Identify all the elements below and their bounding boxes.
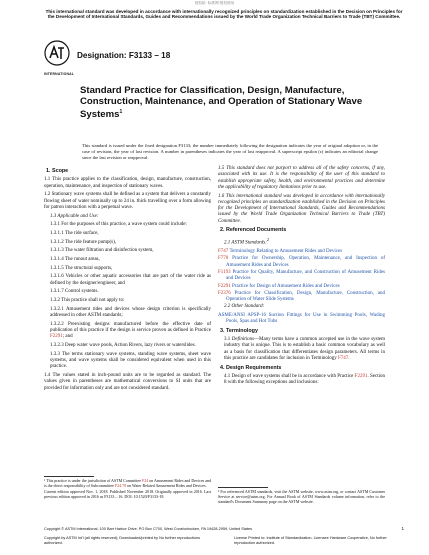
para-2-2: 2.2 Other Standard: (224, 304, 265, 310)
watermark-stamp: 授权给· 标准网·授权使用 (194, 1, 235, 5)
footnote-left (44, 479, 211, 502)
footnote-1: ¹ This practice is under the jurisdiction of ASTM Committee F24 on Amusement Rides and Devices and is the direct responsibility of Subcommittee F24.70 on Water Related Amusement Rides and Devices. (44, 478, 211, 488)
section-head-terminology: 3. Terminology (220, 327, 258, 334)
licensee-notice: License Printed to: Institute of Standardization, Licensee Hardware Cooperative, No further reproduction authorized. (234, 536, 387, 545)
para-1-4: 1.4 The values stated in inch-pound units are to be regarded as standard. The values given in parentheses are mathematical conversions to SI units that are provided for information only and are not considered standard. (44, 372, 211, 391)
para-1-3-1-6: 1.3.1.6 Vehicles or other aquatic accessories that are part of the water ride as defined by the designer/engineer, and (50, 274, 211, 286)
para-1-1: 1.1 This practice applies to the classification, design, manufacture, construction, operation, maintenance, and inspection of stationary waves. (44, 177, 211, 189)
astm-logo-icon (44, 40, 70, 66)
footnote-rule-right (218, 487, 268, 488)
reference-item[interactable]: F2376 Practice for Classification, Design, Manufacture, Construction, and Operation of Water Slide Systems (218, 290, 386, 303)
reference-item[interactable]: F747 Terminology Relating to Amusement Rides and Devices (218, 249, 343, 255)
reference-item[interactable]: F770 Practice for Ownership, Operation, Maintenance, and Inspection of Amusement Rides and Devices (218, 256, 385, 268)
standard-note: This standard is issued under the fixed designation F3133; the number immediately following the designation indicates the year of original adoption or, in the case of revision, the year of last revision. A number in parentheses indicates the year of last reapproval. A superscript epsilon (ε) indicates an editorial change since the last revision or reapproval. (82, 143, 378, 160)
left-column (44, 166, 211, 394)
para-1-3: 1.3 Applicable and Use: (50, 213, 99, 219)
ref-link-f24-70[interactable]: F24.70 (114, 482, 127, 488)
para-1-3-3: 1.3.3 The terms stationary wave systems, standing wave systems, sheet wave systems, and wave systems shall be considered equivalent when used in this practice. (50, 351, 211, 370)
para-1-3-1-4: 1.3.1.4 The runout areas, (50, 257, 100, 262)
tbt-notice: This international standard was developed in accordance with internationally recognized principles on standardization established in the Decision on Principles for the Development of International Standards, Guides and Recommendations issued by the World Trade Organization Technical Barriers to Trade (TBT) Committee. (45, 9, 403, 20)
para-2-1: 2.1 ASTM Standards:$^2$ (224, 236, 269, 246)
para-1-3-1-1: 1.3.1.1 The ride surface, (50, 230, 99, 236)
footnote-2: ² For referenced ASTM standards, visit the ASTM website, www.astm.org, or contact ASTM Customer Service at service@astm.org. For Annual Book of ASTM Standards volume information, refer to the standard's Document Summary page on the ASTM website. (218, 489, 385, 504)
para-1-3-2-3: 1.3.2.3 Deep water wave pools, Action Rivers, lazy rivers or waterslides. (50, 343, 196, 348)
section-head-referenced-documents: 2. Referenced Documents (220, 227, 287, 234)
section-head-scope: 1. Scope (46, 168, 69, 174)
reference-item-ansi[interactable]: ASME/ANSI APSP-16 Suction Fittings for Use in Swimming Pools, Wading Pools, Spas and Hot Tubs (218, 313, 385, 325)
reference-item[interactable]: F2291 Practice for Design of Amusement Rides and Devices (218, 283, 340, 289)
page-number: 1 (401, 526, 404, 531)
para-1-3-1-5: 1.3.1.5 The structural supports, (50, 265, 113, 271)
footnote-edition: Current edition approved Nov. 1, 2018. Published November 2018. Originally approved in 2016. Last previous edition approved in 2016 as F3133 – 16. DOI: 10.1520/F3133-18. (44, 489, 211, 500)
footnote-rule-left (44, 476, 94, 477)
reference-item[interactable]: F1193 Practice for Quality, Manufacture, and Construction of Amusement Rides and Devices (218, 269, 386, 282)
logo-subtext: INTERNATIONAL (44, 72, 75, 76)
ref-link-f747[interactable]: F747 (337, 355, 349, 361)
para-1-3-2-2: 1.3.2.2 Preexisting designs manufactured before the effective date of publication of this practice if the design is service proven as defined in Practice F2291; and (50, 321, 211, 340)
reference-list (218, 249, 385, 303)
para-4-1: 4.1 Design of wave systems shall be in accordance with Practice F2291. Section 8 with the following exceptions and inclusions: (224, 373, 385, 386)
para-1-6: 1.6 This international standard was developed in accordance with internationally recognized principles on standardization established in the Decision on Principles for the Development of International Standards, Guides and Recommendations issued by the World Trade Organization Technical Barriers to Trade (TBT) Committee. (218, 193, 385, 224)
para-1-3-1: 1.3.1 For the purposes of this practice, a wave system could include: (50, 222, 187, 228)
para-1-5: 1.5 This standard does not purport to address all of the safety concerns, if any, associated with its use. It is the responsibility of the user of this standard to establish appropriate safety, health, and environmental practices and determine the applicability of regulatory limitations prior to use. (218, 166, 385, 190)
para-1-3-2: 1.3.2 This practice shall not apply to: (50, 298, 125, 304)
ref-link-f24[interactable]: F24 (141, 478, 149, 483)
license-notice: Copyright by ASTM Int'l (all rights reserved); Downloaded/printed by No further reproductions authorized. (44, 536, 201, 545)
section-head-design-requirements: 4. Design Requirements (220, 364, 282, 371)
para-1-2: 1.2 Stationary wave systems shall be defined as a system that delivers a constantly flowing sheet of water nominally up to 24 in. thick travelling over a form allowing for patron interaction with a perpetual wave. (44, 192, 211, 210)
right-column (218, 166, 385, 389)
astm-logo (44, 40, 75, 76)
para-1-3-2-1: 1.3.2.1 Amusement rides and devices whose design criterion is specifically addressed in other ASTM standards; (50, 306, 211, 319)
para-3-1: 3.1 Definitions—Many terms have a common accepted use in the wave system industry that is unique. This is to establish a basic common vocabulary as well as a basis for classification that differentiates design parameters. All terms in this practice are candidates for inclusion in Terminology F747. (224, 337, 386, 361)
para-1-3-1-2: 1.3.1.2 The ride feature pump(s), (50, 239, 116, 245)
copyright-line: Copyright © ASTM International, 100 Barr Harbor Drive, PO Box C700, West Conshohocken, PA 19428-2959. United States (44, 527, 253, 531)
para-1-3-1-7: 1.3.1.7 Control systems. (50, 289, 99, 295)
ref-link-f2291[interactable]: F2291 (50, 334, 63, 340)
footnote-right (218, 490, 385, 506)
document-title: Standard Practice for Classification, Design, Manufacture, Construction, Maintenance, and Operation of Stationary Wave Systems$^1$ (80, 85, 363, 121)
ref-link-f2291-design[interactable]: F2291 (354, 373, 368, 379)
designation: Designation: F3133 – 18 (77, 51, 171, 60)
para-1-3-1-3: 1.3.1.3 The water filtration and disinfection system, (50, 248, 154, 254)
